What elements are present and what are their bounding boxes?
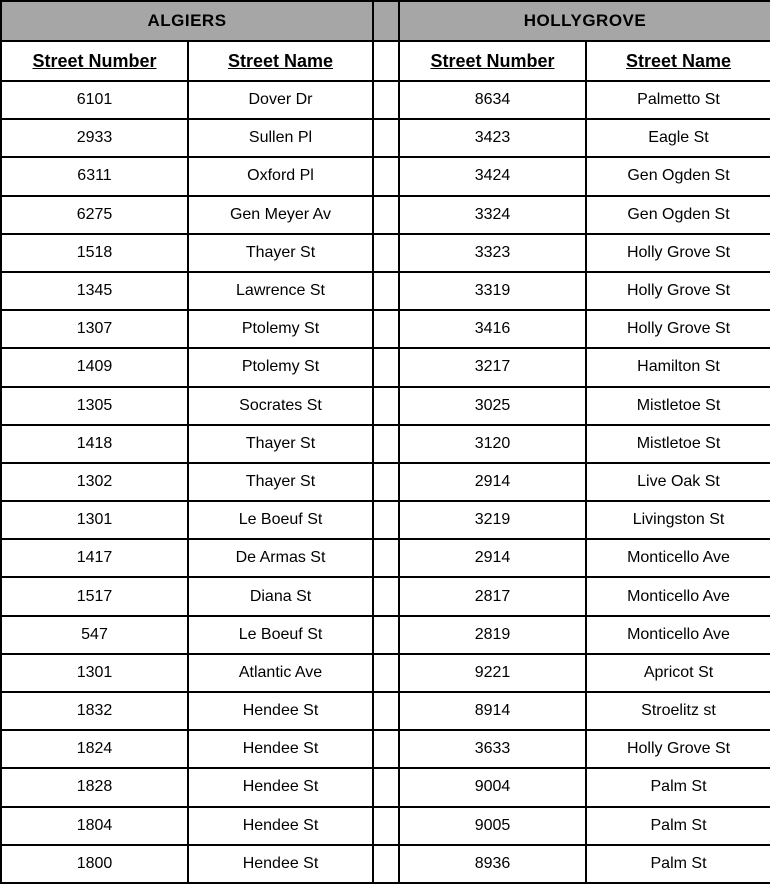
hollygrove-street-number: 8914: [399, 692, 586, 730]
hollygrove-street-name: Palm St: [586, 845, 770, 883]
table-row: [1, 539, 770, 577]
table-row: [1, 425, 770, 463]
algiers-street-name: Ptolemy St: [188, 310, 373, 348]
hollygrove-street-name: Hamilton St: [586, 348, 770, 386]
algiers-street-number: 1345: [1, 272, 188, 310]
algiers-street-number: 1518: [1, 234, 188, 272]
algiers-street-number: 1302: [1, 463, 188, 501]
table-row: [1, 501, 770, 539]
table-row: [1, 692, 770, 730]
algiers-street-name: Dover Dr: [188, 81, 373, 119]
algiers-street-number: 1417: [1, 539, 188, 577]
hollygrove-street-name: Mistletoe St: [586, 387, 770, 425]
algiers-street-number: 547: [1, 616, 188, 654]
hollygrove-street-number: 8634: [399, 81, 586, 119]
hollygrove-street-name: Holly Grove St: [586, 310, 770, 348]
hollygrove-street-number: 3217: [399, 348, 586, 386]
column-divider: [373, 577, 399, 615]
column-divider: [373, 272, 399, 310]
hollygrove-street-name: Livingston St: [586, 501, 770, 539]
algiers-street-name: Lawrence St: [188, 272, 373, 310]
algiers-street-number: 6101: [1, 81, 188, 119]
algiers-street-name: Thayer St: [188, 463, 373, 501]
column-divider: [373, 768, 399, 806]
column-divider: [373, 845, 399, 883]
section-title-hollygrove: HOLLYGROVE: [399, 1, 770, 41]
algiers-street-number-header: Street Number: [1, 41, 188, 81]
hollygrove-street-number: 3120: [399, 425, 586, 463]
column-divider: [373, 807, 399, 845]
hollygrove-street-number: 9005: [399, 807, 586, 845]
column-divider: [373, 425, 399, 463]
hollygrove-street-name: Apricot St: [586, 654, 770, 692]
hollygrove-street-number: 3323: [399, 234, 586, 272]
algiers-street-name: Socrates St: [188, 387, 373, 425]
algiers-street-name: Hendee St: [188, 845, 373, 883]
table-row: [1, 577, 770, 615]
column-divider: [373, 196, 399, 234]
algiers-street-name: Hendee St: [188, 692, 373, 730]
algiers-street-number: 1305: [1, 387, 188, 425]
column-divider: [373, 539, 399, 577]
table-row: [1, 730, 770, 768]
hollygrove-street-name: Palmetto St: [586, 81, 770, 119]
column-divider: [373, 119, 399, 157]
hollygrove-street-number: 9221: [399, 654, 586, 692]
table-row: [1, 348, 770, 386]
hollygrove-street-number: 3633: [399, 730, 586, 768]
hollygrove-street-name: Monticello Ave: [586, 577, 770, 615]
column-divider: [373, 387, 399, 425]
table-row: [1, 616, 770, 654]
column-divider: [373, 463, 399, 501]
table-row: [1, 310, 770, 348]
hollygrove-street-name: Stroelitz st: [586, 692, 770, 730]
hollygrove-street-name: Holly Grove St: [586, 234, 770, 272]
section-header-row: [1, 1, 770, 41]
algiers-street-name: Oxford Pl: [188, 157, 373, 195]
algiers-street-number: 1409: [1, 348, 188, 386]
column-divider: [373, 654, 399, 692]
algiers-street-number: 1832: [1, 692, 188, 730]
hollygrove-street-name: Mistletoe St: [586, 425, 770, 463]
algiers-street-number: 6311: [1, 157, 188, 195]
column-divider: [373, 41, 399, 81]
hollygrove-street-name: Holly Grove St: [586, 730, 770, 768]
hollygrove-street-number: 3423: [399, 119, 586, 157]
hollygrove-street-number: 2817: [399, 577, 586, 615]
column-divider: [373, 501, 399, 539]
hollygrove-street-name: Live Oak St: [586, 463, 770, 501]
column-divider: [373, 310, 399, 348]
column-divider: [373, 81, 399, 119]
section-title-algiers: ALGIERS: [1, 1, 373, 41]
column-divider: [373, 730, 399, 768]
algiers-street-number: 1301: [1, 501, 188, 539]
hollygrove-street-name: Holly Grove St: [586, 272, 770, 310]
table-row: [1, 157, 770, 195]
table-row: [1, 81, 770, 119]
algiers-street-name: Sullen Pl: [188, 119, 373, 157]
hollygrove-street-number: 9004: [399, 768, 586, 806]
table-row: [1, 807, 770, 845]
algiers-street-name: Thayer St: [188, 425, 373, 463]
hollygrove-street-name: Palm St: [586, 807, 770, 845]
table-row: [1, 463, 770, 501]
algiers-street-number: 1804: [1, 807, 188, 845]
algiers-street-name: Hendee St: [188, 807, 373, 845]
algiers-street-number: 1800: [1, 845, 188, 883]
column-divider: [373, 348, 399, 386]
column-divider: [373, 157, 399, 195]
hollygrove-street-number: 3219: [399, 501, 586, 539]
algiers-street-name: Ptolemy St: [188, 348, 373, 386]
algiers-street-number: 2933: [1, 119, 188, 157]
hollygrove-street-number: 3324: [399, 196, 586, 234]
hollygrove-street-name: Monticello Ave: [586, 616, 770, 654]
algiers-street-number: 1517: [1, 577, 188, 615]
hollygrove-street-number-header: Street Number: [399, 41, 586, 81]
table-row: [1, 768, 770, 806]
algiers-street-name: Le Boeuf St: [188, 501, 373, 539]
hollygrove-street-number: 2819: [399, 616, 586, 654]
hollygrove-street-number: 3416: [399, 310, 586, 348]
hollygrove-street-name: Monticello Ave: [586, 539, 770, 577]
column-divider: [373, 616, 399, 654]
hollygrove-street-number: 3025: [399, 387, 586, 425]
hollygrove-street-number: 2914: [399, 463, 586, 501]
algiers-street-number: 1307: [1, 310, 188, 348]
algiers-street-name: Thayer St: [188, 234, 373, 272]
table-row: [1, 119, 770, 157]
table-row: [1, 234, 770, 272]
hollygrove-street-number: 3424: [399, 157, 586, 195]
table-row: [1, 196, 770, 234]
algiers-street-name: Le Boeuf St: [188, 616, 373, 654]
hollygrove-street-name: Gen Ogden St: [586, 157, 770, 195]
hollygrove-street-number: 2914: [399, 539, 586, 577]
algiers-street-number: 1301: [1, 654, 188, 692]
column-header-row: [1, 41, 770, 81]
algiers-street-name: Diana St: [188, 577, 373, 615]
algiers-street-name: Hendee St: [188, 768, 373, 806]
algiers-street-name: Atlantic Ave: [188, 654, 373, 692]
hollygrove-street-number: 3319: [399, 272, 586, 310]
algiers-street-number: 6275: [1, 196, 188, 234]
algiers-street-number: 1828: [1, 768, 188, 806]
algiers-street-number: 1418: [1, 425, 188, 463]
hollygrove-street-name-header: Street Name: [586, 41, 770, 81]
table-body: [1, 81, 770, 883]
hollygrove-street-name: Palm St: [586, 768, 770, 806]
hollygrove-street-number: 8936: [399, 845, 586, 883]
column-divider: [373, 692, 399, 730]
algiers-street-name-header: Street Name: [188, 41, 373, 81]
algiers-street-number: 1824: [1, 730, 188, 768]
hollygrove-street-name: Eagle St: [586, 119, 770, 157]
column-divider: [373, 1, 399, 41]
column-divider: [373, 234, 399, 272]
algiers-street-name: Gen Meyer Av: [188, 196, 373, 234]
hollygrove-street-name: Gen Ogden St: [586, 196, 770, 234]
table-row: [1, 387, 770, 425]
algiers-street-name: De Armas St: [188, 539, 373, 577]
table-row: [1, 845, 770, 883]
algiers-street-name: Hendee St: [188, 730, 373, 768]
table-row: [1, 272, 770, 310]
table-row: [1, 654, 770, 692]
